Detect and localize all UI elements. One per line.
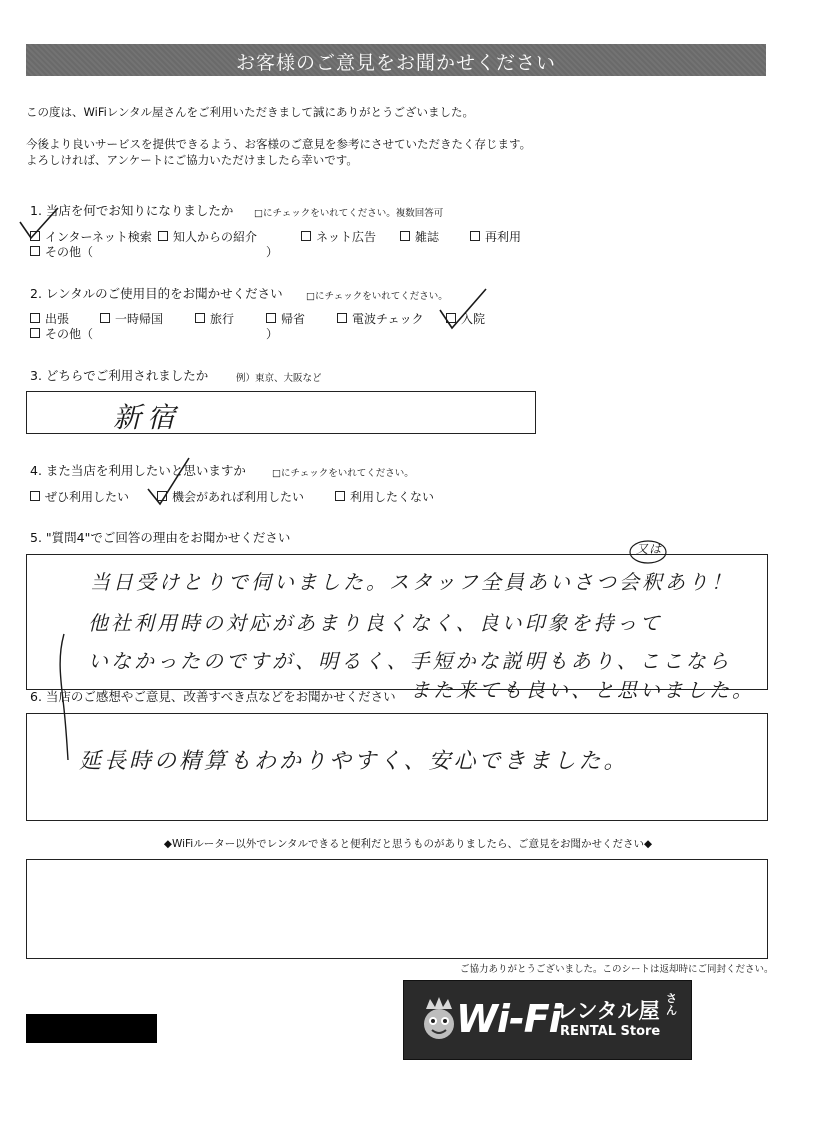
- intro-line-1: この度は、WiFiレンタル屋さんをご利用いただきまして誠にありがとうございました。: [26, 105, 475, 119]
- thanks-note: ご協力ありがとうございました。このシートは返却時にご同封ください。: [460, 964, 774, 975]
- q1-option-referral[interactable]: 知人からの紹介: [158, 228, 257, 245]
- mascot-icon: [418, 997, 460, 1043]
- logo-en-text: RENTAL Store: [560, 1024, 661, 1039]
- q1-option-net-ad[interactable]: ネット広告: [301, 228, 376, 245]
- q5-answer-line-4: また来ても良い、と思いました。: [410, 678, 755, 702]
- q4-title: 4. また当店を利用したいと思いますか: [30, 463, 246, 478]
- q2-option-signal-check[interactable]: 電波チェック: [337, 310, 424, 327]
- q6-title: 6. 当店のご感想やご意見、改善すべき点などをお聞かせください: [30, 689, 396, 704]
- logo-wifi-text: Wi-Fi: [456, 997, 561, 1041]
- q5-answer-line-1: 当日受けとりで伺いました。スタッフ全員あいさつ会釈あり！: [90, 570, 734, 594]
- q3-answer-text: 新宿: [113, 401, 182, 434]
- q2-title: 2. レンタルのご使用目的をお聞かせください: [30, 286, 283, 301]
- q5-answer-annotation: 又は: [636, 542, 663, 556]
- q2-option-hospital[interactable]: 入院: [446, 310, 485, 327]
- q3-title: 3. どちらでご利用されましたか: [30, 368, 209, 383]
- redacted-block: [26, 1014, 157, 1043]
- q1-option-other[interactable]: その他（: [30, 243, 93, 260]
- q1-option-magazine[interactable]: 雑誌: [400, 228, 439, 245]
- q4-checkmark: [148, 458, 189, 504]
- q1-checkmark: [20, 208, 58, 238]
- q7-title: ◆WiFiルーター以外でレンタルできると便利だと思うものがありましたら、ご意見をお聞かせください◆: [163, 838, 653, 850]
- q5-answer-line-3: いなかったのですが、明るく、手短かな説明もあり、ここなら: [88, 649, 732, 673]
- q1-other-close: ）: [266, 245, 279, 259]
- q4-option-definitely[interactable]: ぜひ利用したい: [30, 488, 129, 505]
- store-logo: [403, 980, 692, 1060]
- q7-answer-box[interactable]: [26, 859, 768, 959]
- q1-note: □にチェックをいれてください。複数回答可: [254, 208, 444, 219]
- q1-option-reuse[interactable]: 再利用: [470, 228, 521, 245]
- q2-checkmark: [440, 289, 486, 328]
- q2-option-business[interactable]: 出張: [30, 310, 69, 327]
- q1-option-internet[interactable]: インターネット検索: [30, 228, 152, 245]
- margin-stroke: [60, 634, 68, 760]
- q1-title: 1. 当店を何でお知りになりましたか: [30, 203, 234, 218]
- q2-option-other[interactable]: その他（: [30, 325, 93, 342]
- q3-note: 例）東京、大阪など: [236, 373, 322, 384]
- q5-title: 5. "質問4"でご回答の理由をお聞かせください: [30, 530, 291, 545]
- q4-note: □にチェックをいれてください。: [272, 468, 414, 479]
- intro-line-2: 今後より良いサービスを提供できるよう、お客様のご意見を参考にさせていただきたく存じます。: [26, 137, 532, 151]
- intro-line-3: よろしければ、アンケートにご協力いただけましたら幸いです。: [26, 153, 358, 167]
- q6-answer-text: 延長時の精算もわかりやすく、安心できました。: [79, 749, 629, 774]
- q4-option-if-chance[interactable]: 機会があれば利用したい: [157, 488, 304, 505]
- q2-option-travel[interactable]: 旅行: [195, 310, 234, 327]
- q2-option-homecoming[interactable]: 帰省: [266, 310, 305, 327]
- q2-note: □にチェックをいれてください。: [306, 291, 448, 302]
- q2-other-close: ）: [266, 327, 279, 341]
- q5-answer-line-2: 他社利用時の対応があまり良くなく、良い印象を持って: [88, 611, 663, 635]
- logo-jp-text: レンタル屋: [556, 999, 660, 1023]
- page-title: お客様のご意見をお聞かせください: [235, 52, 556, 74]
- logo-san-text: さん: [666, 992, 677, 1017]
- q2-option-temp-return[interactable]: 一時帰国: [100, 310, 163, 327]
- q4-option-no[interactable]: 利用したくない: [335, 488, 434, 505]
- annotation-circle: [630, 541, 666, 563]
